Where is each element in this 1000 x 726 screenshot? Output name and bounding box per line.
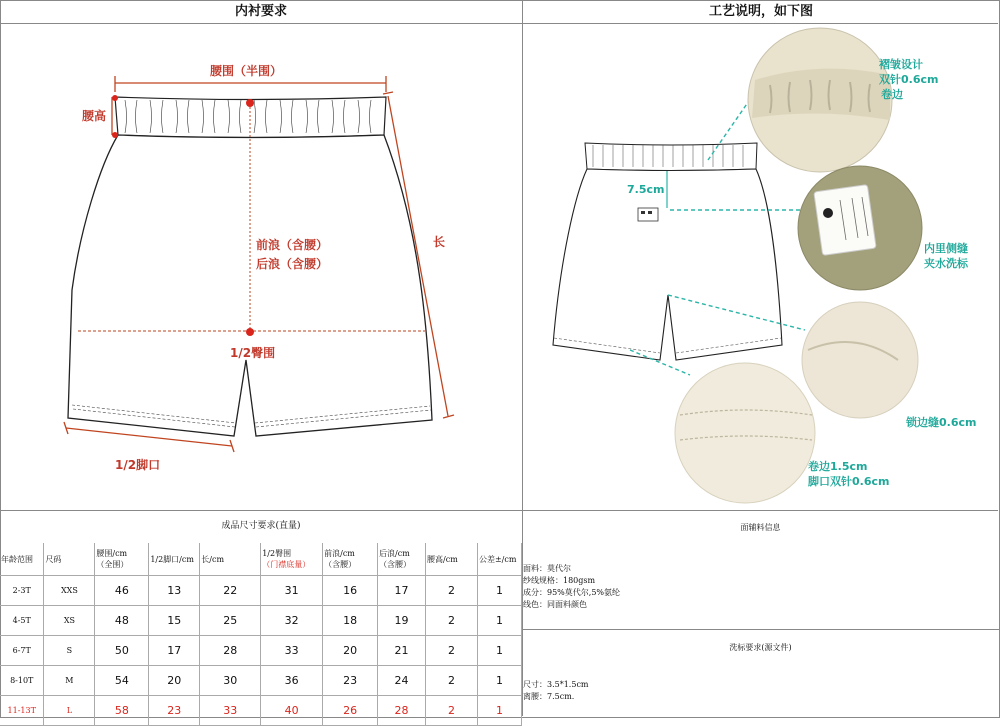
table-cell: 4-5T [0, 606, 44, 636]
label-waist-height: 腰高 [82, 109, 107, 123]
size-table-header-cell [477, 543, 521, 576]
right-header: 工艺说明，如下图 [708, 4, 813, 19]
table-cell: 6-7T [0, 636, 44, 666]
table-cell: 15 [149, 606, 200, 636]
header-text: 长/cm [201, 554, 225, 564]
table-cell: 21 [378, 636, 426, 666]
size-table-header-cell [95, 543, 149, 576]
table-cell: 1 [477, 606, 521, 636]
table-cell: 22 [200, 576, 261, 606]
table-cell: M [44, 666, 95, 696]
label-front-rise: 前浪（含腰） [256, 238, 329, 252]
label-pleat-3: 卷边 [881, 88, 903, 101]
table-cell: 30 [200, 666, 261, 696]
fabric-line: 面料：莫代尔 [523, 564, 571, 573]
table-row [0, 696, 522, 726]
table-cell: 33 [261, 636, 323, 666]
table-cell: 54 [95, 666, 149, 696]
label-back-rise: 后浪（含腰） [256, 257, 329, 271]
table-cell: 18 [323, 606, 378, 636]
table-cell: 16 [323, 576, 378, 606]
table-cell: S [44, 636, 95, 666]
table-cell: 19 [378, 606, 426, 636]
label-pleat-1: 褶皱设计 [879, 58, 923, 71]
header-text: 年龄范围 [1, 554, 33, 564]
header-text: 腰高/cm [427, 554, 458, 564]
label-inner-2: 夹水洗标 [924, 257, 968, 270]
craft-diagram [523, 24, 999, 509]
table-cell: 13 [149, 576, 200, 606]
table-cell: 2 [426, 606, 478, 636]
header-text: 公差±/cm [478, 554, 517, 564]
table-cell: 23 [149, 696, 200, 726]
size-table-header-cell [261, 543, 323, 576]
label-half-hip: 1/2臀围 [230, 346, 276, 360]
table-cell: 46 [95, 576, 149, 606]
header-subtext: （含腰） [379, 560, 412, 569]
size-table-title: 成品尺寸要求(直量) [221, 521, 301, 531]
table-cell: 2 [426, 636, 478, 666]
table-cell: 28 [378, 696, 426, 726]
table-cell: 2 [426, 696, 478, 726]
size-table-header-cell [44, 543, 95, 576]
wash-line: 离腰：7.5cm. [523, 692, 575, 701]
size-table [0, 543, 522, 726]
size-table-header-cell [200, 543, 261, 576]
table-row [0, 666, 522, 696]
table-cell: 17 [378, 576, 426, 606]
table-cell: 33 [200, 696, 261, 726]
fabric-info-title: 面辅料信息 [740, 523, 781, 532]
fabric-info-lines [523, 563, 620, 611]
header-text: 后浪/cm [379, 549, 410, 558]
table-cell: 1 [477, 636, 521, 666]
table-cell: 1 [477, 576, 521, 606]
left-header: 内衬要求 [234, 4, 287, 19]
shorts-sketch [553, 143, 782, 360]
header-text: 1/2脚口/cm [150, 554, 194, 564]
size-table-header-cell [323, 543, 378, 576]
table-row [0, 576, 522, 606]
label-position: 7.5cm [627, 183, 665, 196]
label-waist-half: 腰围（半围） [209, 64, 283, 78]
label-length: 长 [433, 235, 446, 249]
table-row [0, 606, 522, 636]
header-text: 尺码 [45, 554, 62, 564]
table-row [0, 636, 522, 666]
table-cell: XXS [44, 576, 95, 606]
table-cell: 58 [95, 696, 149, 726]
size-table-header-cell [0, 543, 44, 576]
header-subtext: （门襟底量） [262, 560, 311, 569]
table-cell: 40 [261, 696, 323, 726]
size-table-header-cell [378, 543, 426, 576]
wash-label-lines [523, 679, 589, 703]
right-table-divider [523, 629, 999, 630]
table-cell: XS [44, 606, 95, 636]
wash-line: 尺寸：3.5*1.5cm [523, 680, 589, 689]
label-pleat-2: 双针0.6cm [879, 73, 939, 86]
table-cell: 20 [323, 636, 378, 666]
table-cell: L [44, 696, 95, 726]
fabric-line: 线色：同面料颜色 [523, 600, 587, 609]
label-overlock: 锁边缝0.6cm [906, 416, 977, 429]
label-half-leg: 1/2脚口 [115, 458, 161, 472]
table-cell: 48 [95, 606, 149, 636]
table-cell: 26 [323, 696, 378, 726]
size-table-header [0, 543, 522, 576]
table-cell: 36 [261, 666, 323, 696]
table-cell: 1 [477, 696, 521, 726]
table-cell: 25 [200, 606, 261, 636]
size-table-header-cell [149, 543, 200, 576]
fabric-line: 纱线规格：180gsm [523, 576, 596, 585]
label-hem-2: 脚口双针0.6cm [808, 475, 890, 488]
table-cell: 8-10T [0, 666, 44, 696]
label-hem-1: 卷边1.5cm [808, 460, 868, 473]
header-text: 1/2臀围 [262, 549, 292, 558]
wash-label-title: 洗标要求(源文件) [729, 643, 792, 652]
table-cell: 17 [149, 636, 200, 666]
size-table-header-cell [426, 543, 478, 576]
zoom-overlock [802, 302, 918, 418]
zoom-hem [675, 363, 815, 503]
fabric-line: 成分：95%莫代尔,5%氨纶 [523, 588, 621, 597]
header-text: 腰围/cm [96, 549, 128, 558]
table-cell: 1 [477, 666, 521, 696]
table-cell: 2 [426, 576, 478, 606]
table-cell: 2-3T [0, 576, 44, 606]
lining-diagram [0, 24, 522, 509]
header-text: 前浪/cm [324, 549, 355, 558]
label-inner-1: 内里侧缝 [924, 242, 968, 255]
header-subtext: （全围） [96, 560, 129, 569]
section-divider [0, 510, 998, 511]
table-cell: 50 [95, 636, 149, 666]
table-cell: 20 [149, 666, 200, 696]
header-subtext: （含腰） [324, 560, 357, 569]
table-cell: 31 [261, 576, 323, 606]
table-cell: 32 [261, 606, 323, 636]
table-cell: 24 [378, 666, 426, 696]
table-cell: 28 [200, 636, 261, 666]
table-cell: 23 [323, 666, 378, 696]
table-cell: 2 [426, 666, 478, 696]
table-cell: 11-13T [0, 696, 44, 726]
